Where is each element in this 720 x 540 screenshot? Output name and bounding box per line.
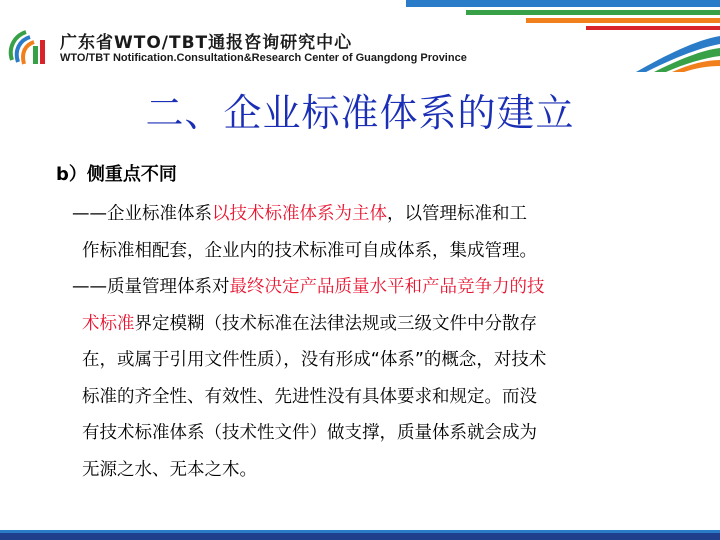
paragraph-2-line-3: 在，或属于引用文件性质），没有形成“体系”的概念，对技术	[82, 350, 547, 370]
decorative-stripes	[406, 0, 720, 72]
text-run: ——企业标准体系	[72, 204, 212, 224]
section-subheading: b）侧重点不同	[56, 164, 177, 185]
org-name-english: WTO/TBT Notification.Consultation&Research Center of Guangdong Province	[60, 52, 467, 64]
paragraph-1-line-1	[72, 196, 682, 233]
highlighted-text: 最终决定产品质量水平和产品竞争力的技	[229, 277, 545, 297]
highlighted-text: 以技术标准体系为主体	[212, 204, 387, 224]
highlighted-text: 术标准	[82, 313, 135, 334]
paragraph-2-line-4: 标准的齐全性、有效性、先进性没有具体要求和规定。而没	[82, 386, 537, 407]
text-run: ——质量管理体系对	[72, 277, 230, 297]
footer-color-bar	[0, 530, 720, 540]
body-text	[72, 196, 682, 488]
org-name-chinese: 广东省WTO/TBT通报咨询研究中心	[60, 33, 353, 53]
paragraph-1-line-2: 作标准相配套，企业内的技术标准可自成体系，集成管理。	[82, 240, 537, 261]
text-run: ，以管理标准和工	[387, 204, 527, 224]
slide-title: 二、企业标准体系的建立	[145, 91, 575, 135]
tbt-center-logo-icon	[6, 26, 50, 68]
text-run: 界定模糊（技术标准在法律法规或三级文件中分散存	[134, 313, 537, 334]
paragraph-2-line-6: 无源之水、无本之木。	[82, 459, 257, 480]
paragraph-2-line-5: 有技术标准体系（技术性文件）做支撑，质量体系就会成为	[82, 423, 537, 443]
paragraph-2-line-2	[72, 306, 682, 343]
header-banner	[0, 0, 720, 80]
paragraph-2-line-1	[72, 269, 682, 306]
